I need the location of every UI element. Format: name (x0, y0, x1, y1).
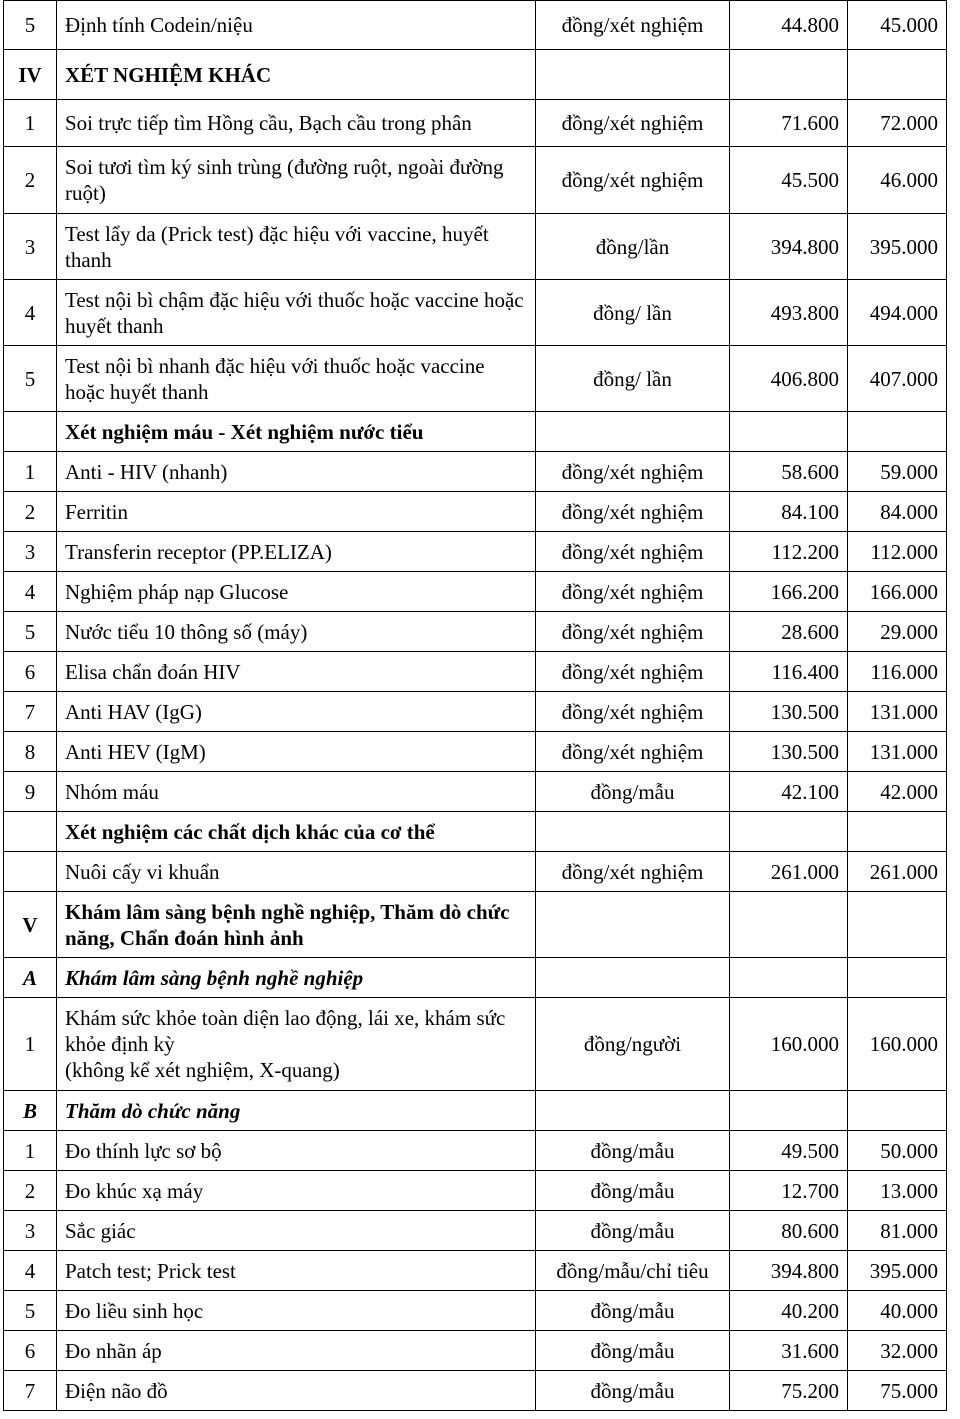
price-1 (730, 812, 848, 852)
unit-label: đồng/ lần (536, 346, 730, 412)
price-2: 32.000 (848, 1331, 947, 1371)
unit-label: đồng/mẫu/chỉ tiêu (536, 1251, 730, 1291)
row-number: 5 (4, 346, 57, 412)
price-1: 42.100 (730, 772, 848, 812)
row-number: 6 (4, 652, 57, 692)
row-number: 1 (4, 998, 57, 1091)
price-1: 160.000 (730, 998, 848, 1091)
row-number: 5 (4, 612, 57, 652)
service-name: Anti HAV (IgG) (57, 692, 536, 732)
row-number (4, 812, 57, 852)
price-1: 40.200 (730, 1291, 848, 1331)
price-2: 112.000 (848, 532, 947, 572)
table-row (4, 692, 947, 732)
price-2: 116.000 (848, 652, 947, 692)
row-number: V (4, 892, 57, 958)
table-row (4, 147, 947, 214)
price-2: 75.000 (848, 1371, 947, 1411)
price-1: 261.000 (730, 852, 848, 892)
table-row (4, 280, 947, 346)
price-2: 45.000 (848, 1, 947, 50)
table-row (4, 1251, 947, 1291)
row-number: 2 (4, 1171, 57, 1211)
row-number: 5 (4, 1, 57, 50)
row-number: B (4, 1091, 57, 1131)
service-name: Đo nhãn áp (57, 1331, 536, 1371)
table-row (4, 772, 947, 812)
unit-label: đồng/xét nghiệm (536, 692, 730, 732)
row-number: 2 (4, 492, 57, 532)
row-number: 3 (4, 214, 57, 280)
row-number: IV (4, 50, 57, 100)
unit-label: đồng/người (536, 998, 730, 1091)
price-1: 166.200 (730, 572, 848, 612)
service-name: Khám sức khỏe toàn diện lao động, lái xe, khám sức khỏe định kỳ (không kể xét nghiệm, X-quang) (57, 998, 536, 1091)
price-2 (848, 412, 947, 452)
service-name: Khám lâm sàng bệnh nghề nghiệp, Thăm dò chức năng, Chẩn đoán hình ảnh (57, 892, 536, 958)
unit-label (536, 50, 730, 100)
unit-label (536, 892, 730, 958)
price-2: 46.000 (848, 147, 947, 214)
price-1: 394.800 (730, 214, 848, 280)
service-name: Nuôi cấy vi khuẩn (57, 852, 536, 892)
unit-label: đồng/xét nghiệm (536, 100, 730, 147)
price-2: 29.000 (848, 612, 947, 652)
table-row (4, 1171, 947, 1211)
table-row (4, 732, 947, 772)
price-2: 40.000 (848, 1291, 947, 1331)
service-name: Thăm dò chức năng (57, 1091, 536, 1131)
price-1: 31.600 (730, 1331, 848, 1371)
unit-label: đồng/xét nghiệm (536, 612, 730, 652)
price-2 (848, 50, 947, 100)
row-number: 4 (4, 280, 57, 346)
row-number (4, 852, 57, 892)
table-row (4, 412, 947, 452)
unit-label: đồng/mẫu (536, 1211, 730, 1251)
service-name: Anti HEV (IgM) (57, 732, 536, 772)
table-row (4, 100, 947, 147)
unit-label: đồng/xét nghiệm (536, 852, 730, 892)
service-name: Đo liều sinh học (57, 1291, 536, 1331)
table-row (4, 1, 947, 50)
row-number: 1 (4, 100, 57, 147)
table-row (4, 1371, 947, 1411)
row-number: 7 (4, 692, 57, 732)
table-row (4, 532, 947, 572)
table-row (4, 1131, 947, 1171)
price-1 (730, 892, 848, 958)
service-name: Nhóm máu (57, 772, 536, 812)
unit-label: đồng/xét nghiệm (536, 532, 730, 572)
service-name: Test lẩy da (Prick test) đặc hiệu với vaccine, huyết thanh (57, 214, 536, 280)
price-1 (730, 1091, 848, 1131)
unit-label: đồng/xét nghiệm (536, 1, 730, 50)
unit-label: đồng/xét nghiệm (536, 452, 730, 492)
table-row (4, 572, 947, 612)
unit-label: đồng/ lần (536, 280, 730, 346)
price-1: 394.800 (730, 1251, 848, 1291)
row-number: 3 (4, 1211, 57, 1251)
price-1: 493.800 (730, 280, 848, 346)
row-number: A (4, 958, 57, 998)
service-name: Transferin receptor (PP.ELIZA) (57, 532, 536, 572)
price-2: 407.000 (848, 346, 947, 412)
price-2: 395.000 (848, 1251, 947, 1291)
price-2: 160.000 (848, 998, 947, 1091)
row-number: 7 (4, 1371, 57, 1411)
table-row (4, 852, 947, 892)
price-1: 130.500 (730, 732, 848, 772)
price-2 (848, 1091, 947, 1131)
price-1: 75.200 (730, 1371, 848, 1411)
unit-label: đồng/mẫu (536, 1331, 730, 1371)
price-1 (730, 50, 848, 100)
unit-label: đồng/mẫu (536, 772, 730, 812)
price-2: 42.000 (848, 772, 947, 812)
service-name: Khám lâm sàng bệnh nghề nghiệp (57, 958, 536, 998)
service-name: Ferritin (57, 492, 536, 532)
unit-label: đồng/mẫu (536, 1371, 730, 1411)
price-2: 59.000 (848, 452, 947, 492)
unit-label (536, 412, 730, 452)
price-1: 12.700 (730, 1171, 848, 1211)
service-name: Test nội bì nhanh đặc hiệu với thuốc hoặc vaccine hoặc huyết thanh (57, 346, 536, 412)
service-name: Elisa chẩn đoán HIV (57, 652, 536, 692)
service-name: Anti - HIV (nhanh) (57, 452, 536, 492)
table-row (4, 958, 947, 998)
price-1: 44.800 (730, 1, 848, 50)
table-row (4, 214, 947, 280)
service-name: Nghiệm pháp nạp Glucose (57, 572, 536, 612)
unit-label: đồng/mẫu (536, 1291, 730, 1331)
price-1: 45.500 (730, 147, 848, 214)
price-1 (730, 412, 848, 452)
table-row (4, 1291, 947, 1331)
unit-label: đồng/mẫu (536, 1171, 730, 1211)
unit-label: đồng/xét nghiệm (536, 147, 730, 214)
service-name: Soi tươi tìm ký sinh trùng (đường ruột, ngoài đường ruột) (57, 147, 536, 214)
row-number: 6 (4, 1331, 57, 1371)
price-2: 166.000 (848, 572, 947, 612)
price-table (3, 0, 947, 1411)
row-number: 4 (4, 1251, 57, 1291)
price-2: 13.000 (848, 1171, 947, 1211)
table-row (4, 998, 947, 1091)
service-name: Patch test; Prick test (57, 1251, 536, 1291)
price-1: 116.400 (730, 652, 848, 692)
row-number: 5 (4, 1291, 57, 1331)
table-row (4, 1211, 947, 1251)
service-name: Xét nghiệm máu - Xét nghiệm nước tiểu (57, 412, 536, 452)
table-row (4, 452, 947, 492)
service-name: Soi trực tiếp tìm Hồng cầu, Bạch cầu trong phân (57, 100, 536, 147)
row-number: 2 (4, 147, 57, 214)
price-2 (848, 812, 947, 852)
unit-label (536, 1091, 730, 1131)
table-row (4, 50, 947, 100)
price-1: 71.600 (730, 100, 848, 147)
service-name: Điện não đồ (57, 1371, 536, 1411)
price-1: 84.100 (730, 492, 848, 532)
price-1: 58.600 (730, 452, 848, 492)
table-row (4, 652, 947, 692)
service-name: Đo thính lực sơ bộ (57, 1131, 536, 1171)
table-row (4, 1091, 947, 1131)
unit-label: đồng/xét nghiệm (536, 492, 730, 532)
unit-label (536, 958, 730, 998)
price-1: 130.500 (730, 692, 848, 732)
table-row (4, 812, 947, 852)
unit-label: đồng/xét nghiệm (536, 572, 730, 612)
row-number: 3 (4, 532, 57, 572)
service-name: Nước tiểu 10 thông số (máy) (57, 612, 536, 652)
service-name: Xét nghiệm các chất dịch khác của cơ thể (57, 812, 536, 852)
unit-label (536, 812, 730, 852)
price-2: 261.000 (848, 852, 947, 892)
row-number: 1 (4, 452, 57, 492)
row-number: 1 (4, 1131, 57, 1171)
unit-label: đồng/xét nghiệm (536, 732, 730, 772)
service-name: Đo khúc xạ máy (57, 1171, 536, 1211)
table-row (4, 612, 947, 652)
price-1: 112.200 (730, 532, 848, 572)
price-1: 28.600 (730, 612, 848, 652)
price-1: 406.800 (730, 346, 848, 412)
table-row (4, 892, 947, 958)
price-1: 49.500 (730, 1131, 848, 1171)
service-name: XÉT NGHIỆM KHÁC (57, 50, 536, 100)
row-number: 9 (4, 772, 57, 812)
price-1: 80.600 (730, 1211, 848, 1251)
table-body (4, 1, 947, 1411)
price-2: 84.000 (848, 492, 947, 532)
price-2 (848, 892, 947, 958)
price-2: 494.000 (848, 280, 947, 346)
price-2: 131.000 (848, 692, 947, 732)
row-number (4, 412, 57, 452)
row-number: 4 (4, 572, 57, 612)
table-row (4, 492, 947, 532)
table-row (4, 346, 947, 412)
price-2: 81.000 (848, 1211, 947, 1251)
service-name: Sắc giác (57, 1211, 536, 1251)
price-2 (848, 958, 947, 998)
price-2: 131.000 (848, 732, 947, 772)
service-name: Định tính Codein/niệu (57, 1, 536, 50)
table-row (4, 1331, 947, 1371)
unit-label: đồng/mẫu (536, 1131, 730, 1171)
price-2: 50.000 (848, 1131, 947, 1171)
price-1 (730, 958, 848, 998)
row-number: 8 (4, 732, 57, 772)
service-name: Test nội bì chậm đặc hiệu với thuốc hoặc vaccine hoặc huyết thanh (57, 280, 536, 346)
price-2: 72.000 (848, 100, 947, 147)
unit-label: đồng/lần (536, 214, 730, 280)
unit-label: đồng/xét nghiệm (536, 652, 730, 692)
price-2: 395.000 (848, 214, 947, 280)
